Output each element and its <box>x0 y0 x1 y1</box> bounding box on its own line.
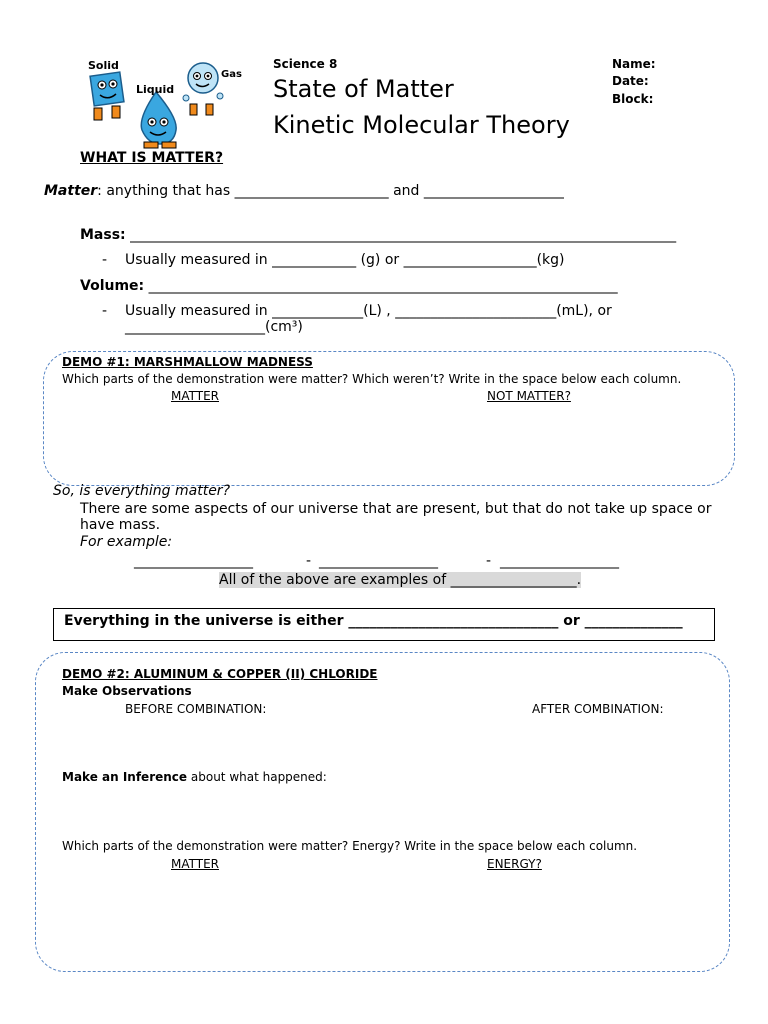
demo2-question: Which parts of the demonstration were matter? Energy? Write in the space below each column. <box>62 839 638 853</box>
logo-label-liquid: Liquid <box>136 83 175 96</box>
course-label: Science 8 <box>273 57 338 71</box>
example-blank-1: _________________ <box>134 553 253 569</box>
logo-label-solid: Solid <box>88 59 119 72</box>
page-title-line1: State of Matter <box>273 75 454 103</box>
example-blank-3: _________________ <box>500 553 619 569</box>
universe-statement: Everything in the universe is either ______________________________ or ______________ <box>64 613 683 629</box>
example-dash-2: - <box>486 553 492 569</box>
matter-definition <box>44 183 564 199</box>
name-label: Name: <box>612 57 656 71</box>
demo1-column-matter: MATTER <box>171 389 219 403</box>
volume-units-line-2: ____________________(cm³) <box>125 319 303 335</box>
demo1-question: Which parts of the demonstration were matter? Which weren’t? Write in the space below each column. <box>62 372 682 386</box>
example-blank-2: _________________ <box>319 553 438 569</box>
volume-units-line-1: Usually measured in _____________(L) , _______________________(mL), or <box>125 303 612 319</box>
states-of-matter-logo <box>78 52 250 150</box>
volume-blank: ___________________________________________________________________ <box>148 278 618 294</box>
aspects-text-line2: have mass. <box>80 517 161 533</box>
demo2-box <box>35 652 730 972</box>
mass-row <box>80 227 676 243</box>
inference-label: Make an Inference <box>62 770 188 784</box>
mass-blank: ______________________________________________________________________________ <box>130 227 677 243</box>
page-title-line2: Kinetic Molecular Theory <box>273 111 570 139</box>
mass-bullet-dash: - <box>102 252 108 268</box>
mass-label: Mass: <box>80 227 126 243</box>
demo2-title: DEMO #2: ALUMINUM & COPPER (II) CHLORIDE <box>62 667 378 681</box>
date-label: Date: <box>612 74 649 88</box>
demo1-title: DEMO #1: MARSHMALLOW MADNESS <box>62 355 313 369</box>
after-combination-label: AFTER COMBINATION: <box>532 702 664 716</box>
logo-label-gas: Gas <box>221 69 242 80</box>
mass-units-line: Usually measured in ____________ (g) or ___________________(kg) <box>125 252 565 268</box>
make-observations-label: Make Observations <box>62 684 192 698</box>
matter-definition-text: : anything that has ______________________ and ____________________ <box>97 183 564 199</box>
matter-term: Matter <box>44 183 98 199</box>
examples-summary: All of the above are examples of __________________. <box>219 572 582 588</box>
inference-prompt <box>62 770 327 784</box>
states-of-matter-cartoon-icon <box>78 52 250 150</box>
aspects-text-line1: There are some aspects of our universe that are present, but that do not take up space or <box>80 501 712 517</box>
section-heading-what-is-matter: WHAT IS MATTER? <box>80 150 224 166</box>
demo2-column-matter: MATTER <box>171 857 219 871</box>
before-combination-label: BEFORE COMBINATION: <box>125 702 267 716</box>
inference-text: about what happened: <box>187 770 327 784</box>
demo1-column-not-matter: NOT MATTER? <box>487 389 571 403</box>
block-label: Block: <box>612 92 654 106</box>
volume-label: Volume: <box>80 278 145 294</box>
demo2-column-energy: ENERGY? <box>487 857 542 871</box>
example-label: For example: <box>80 534 173 550</box>
volume-row <box>80 278 618 294</box>
volume-bullet-dash: - <box>102 303 108 319</box>
example-dash-1: - <box>306 553 312 569</box>
everything-matter-question: So, is everything matter? <box>53 483 230 499</box>
